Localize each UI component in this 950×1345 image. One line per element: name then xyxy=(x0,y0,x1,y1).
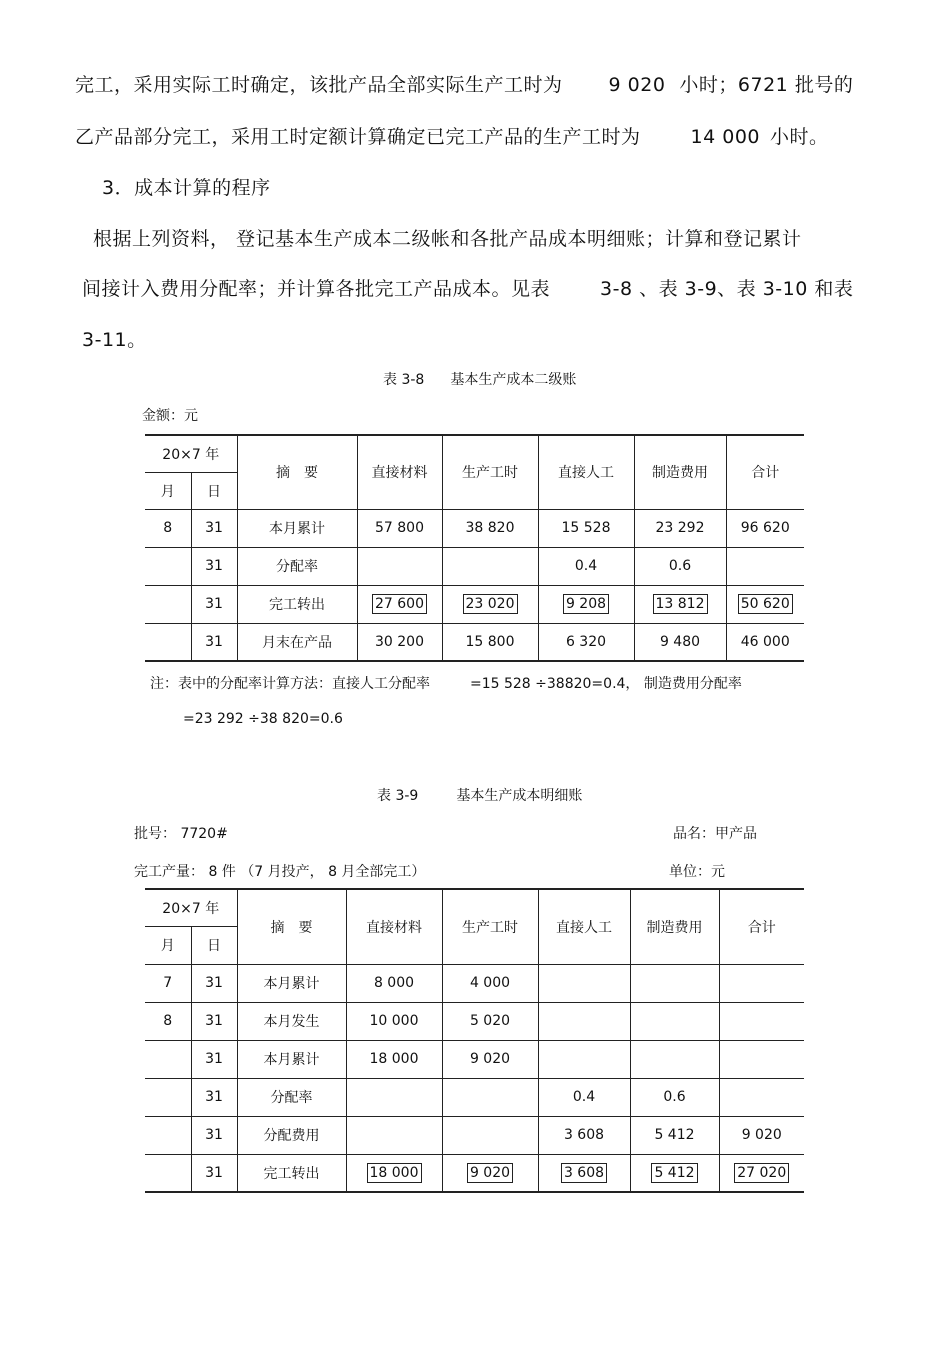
overhead-cell: 23 292 xyxy=(634,509,726,547)
total-cell xyxy=(719,1154,804,1192)
overhead-header: 制造费用 xyxy=(634,435,726,509)
table-row xyxy=(145,547,804,585)
labor-cell xyxy=(538,1154,630,1192)
month-cell xyxy=(145,1116,191,1154)
hours-cell xyxy=(442,1116,538,1154)
labor-cell: 15 528 xyxy=(538,509,634,547)
table-3-8-note-line-2: =23 292 ÷38 820=0.6 xyxy=(183,711,343,727)
boxed-value: 9 020 xyxy=(467,1163,513,1183)
table-3-9-unit-label: 单位：元 xyxy=(669,864,725,880)
table-row xyxy=(145,1002,804,1040)
month-header: 月 xyxy=(145,472,191,509)
hours-cell: 38 820 xyxy=(442,509,538,547)
table-3-8-unit-label: 金额：元 xyxy=(142,408,198,424)
total-cell xyxy=(726,547,804,585)
text-segment: 乙产品部分完工，采用工时定额计算确定已完工产品的生产工时为 xyxy=(75,126,641,148)
table-3-8 xyxy=(145,434,804,662)
summary-header: 摘 要 xyxy=(237,889,346,964)
total-cell: 46 000 xyxy=(726,623,804,661)
boxed-value: 3 608 xyxy=(561,1163,607,1183)
text-segment: 3-8 、表 3-9、表 3-10 和表 xyxy=(600,278,854,300)
month-cell xyxy=(145,623,191,661)
boxed-value: 23 020 xyxy=(463,594,518,614)
table-3-8-note-line-1 xyxy=(150,673,742,693)
material-cell xyxy=(346,1078,442,1116)
hours-cell xyxy=(442,1154,538,1192)
labor-cell: 6 320 xyxy=(538,623,634,661)
table-3-9-caption xyxy=(377,785,582,805)
boxed-value: 18 000 xyxy=(367,1163,422,1183)
year-header: 20×7 年 xyxy=(145,889,237,926)
summary-cell: 完工转出 xyxy=(237,1154,346,1192)
overhead-cell xyxy=(630,964,719,1002)
hours-cell: 15 800 xyxy=(442,623,538,661)
labor-cell xyxy=(538,1002,630,1040)
table-row xyxy=(145,1154,804,1192)
labor-header: 直接人工 xyxy=(538,435,634,509)
text-segment: 小时。 xyxy=(770,126,829,148)
note-text: 注：表中的分配率计算方法：直接人工分配率 xyxy=(150,676,430,692)
hours-cell xyxy=(442,1078,538,1116)
hours-header: 生产工时 xyxy=(442,889,538,964)
total-header: 合计 xyxy=(719,889,804,964)
day-cell: 31 xyxy=(191,1002,237,1040)
table-row xyxy=(145,1078,804,1116)
labor-header: 直接人工 xyxy=(538,889,630,964)
table-row xyxy=(145,1040,804,1078)
labor-cell: 0.4 xyxy=(538,1078,630,1116)
overhead-cell: 9 480 xyxy=(634,623,726,661)
labor-cell: 0.4 xyxy=(538,547,634,585)
material-cell: 57 800 xyxy=(357,509,442,547)
hours-cell xyxy=(442,585,538,623)
paragraph-line-2 xyxy=(75,122,829,149)
summary-cell: 分配费用 xyxy=(237,1116,346,1154)
product-name-label: 品名：甲产品 xyxy=(673,826,757,842)
overhead-header: 制造费用 xyxy=(630,889,719,964)
material-cell xyxy=(357,585,442,623)
month-cell xyxy=(145,1040,191,1078)
table-row xyxy=(145,509,804,547)
table-row xyxy=(145,623,804,661)
material-cell xyxy=(346,1154,442,1192)
hours-header: 生产工时 xyxy=(442,435,538,509)
day-cell: 31 xyxy=(191,964,237,1002)
paragraph-line-3: 根据上列资料， 登记基本生产成本二级帐和各批产品成本明细账；计算和登记累计 xyxy=(93,228,802,250)
paragraph-line-5: 3-11。 xyxy=(82,329,147,351)
table-row xyxy=(145,964,804,1002)
boxed-value: 9 208 xyxy=(563,594,609,614)
overhead-cell xyxy=(634,585,726,623)
summary-cell: 月末在产品 xyxy=(237,623,357,661)
summary-cell: 分配率 xyxy=(237,1078,346,1116)
hours-value: 14 000 xyxy=(690,126,760,148)
material-cell: 8 000 xyxy=(346,964,442,1002)
day-cell: 31 xyxy=(191,1078,237,1116)
material-cell: 18 000 xyxy=(346,1040,442,1078)
summary-cell: 完工转出 xyxy=(237,585,357,623)
caption-title: 基本生产成本明细账 xyxy=(456,788,583,804)
labor-cell xyxy=(538,1040,630,1078)
summary-cell: 本月累计 xyxy=(237,1040,346,1078)
total-cell xyxy=(726,585,804,623)
overhead-cell: 5 412 xyxy=(630,1116,719,1154)
day-cell: 31 xyxy=(191,1116,237,1154)
note-text: =15 528 ÷38820=0.4， 制造费用分配率 xyxy=(470,676,742,692)
month-cell xyxy=(145,547,191,585)
summary-header: 摘 要 xyxy=(237,435,357,509)
overhead-cell xyxy=(630,1154,719,1192)
paragraph-line-1 xyxy=(75,70,853,97)
section-heading: 3．成本计算的程序 xyxy=(102,177,271,199)
labor-cell xyxy=(538,964,630,1002)
month-cell xyxy=(145,1154,191,1192)
overhead-cell xyxy=(630,1040,719,1078)
boxed-value: 27 020 xyxy=(734,1163,789,1183)
total-cell: 9 020 xyxy=(719,1116,804,1154)
material-header: 直接材料 xyxy=(346,889,442,964)
month-cell xyxy=(145,1078,191,1116)
total-cell xyxy=(719,1002,804,1040)
material-cell: 10 000 xyxy=(346,1002,442,1040)
total-cell xyxy=(719,1040,804,1078)
table-3-9 xyxy=(145,888,804,1193)
hours-cell: 4 000 xyxy=(442,964,538,1002)
table-3-8-caption xyxy=(383,369,576,389)
day-cell: 31 xyxy=(191,547,237,585)
overhead-cell: 0.6 xyxy=(634,547,726,585)
table-row xyxy=(145,1116,804,1154)
boxed-value: 27 600 xyxy=(372,594,427,614)
table-row xyxy=(145,585,804,623)
labor-cell xyxy=(538,585,634,623)
year-header: 20×7 年 xyxy=(145,435,237,472)
header-row xyxy=(145,889,804,926)
total-cell xyxy=(719,1078,804,1116)
day-header: 日 xyxy=(191,926,237,964)
day-cell: 31 xyxy=(191,1040,237,1078)
day-cell: 31 xyxy=(191,509,237,547)
hours-cell: 5 020 xyxy=(442,1002,538,1040)
header-row xyxy=(145,435,804,472)
day-header: 日 xyxy=(191,472,237,509)
month-header: 月 xyxy=(145,926,191,964)
material-cell xyxy=(357,547,442,585)
day-cell: 31 xyxy=(191,1154,237,1192)
summary-cell: 分配率 xyxy=(237,547,357,585)
caption-number: 表 3-8 xyxy=(383,372,425,388)
hours-value: 9 020 xyxy=(608,74,666,96)
overhead-cell: 0.6 xyxy=(630,1078,719,1116)
overhead-cell xyxy=(630,1002,719,1040)
caption-number: 表 3-9 xyxy=(377,788,419,804)
total-cell xyxy=(719,964,804,1002)
hours-cell xyxy=(442,547,538,585)
summary-cell: 本月累计 xyxy=(237,509,357,547)
material-cell xyxy=(346,1116,442,1154)
boxed-value: 5 412 xyxy=(651,1163,697,1183)
hours-cell: 9 020 xyxy=(442,1040,538,1078)
month-cell: 7 xyxy=(145,964,191,1002)
text-segment: 小时；6721 批号的 xyxy=(679,74,854,96)
batch-number-label: 批号： 7720# xyxy=(134,826,228,842)
paragraph-line-4 xyxy=(82,274,853,301)
caption-title: 基本生产成本二级账 xyxy=(450,372,577,388)
text-segment: 完工，采用实际工时确定，该批产品全部实际生产工时为 xyxy=(75,74,563,96)
month-cell xyxy=(145,585,191,623)
day-cell: 31 xyxy=(191,585,237,623)
text-segment: 间接计入费用分配率；并计算各批完工产品成本。见表 xyxy=(82,278,551,300)
completed-quantity-label: 完工产量： 8 件 （7 月投产， 8 月全部完工） xyxy=(134,864,426,880)
summary-cell: 本月累计 xyxy=(237,964,346,1002)
summary-cell: 本月发生 xyxy=(237,1002,346,1040)
material-header: 直接材料 xyxy=(357,435,442,509)
boxed-value: 50 620 xyxy=(738,594,793,614)
total-header: 合计 xyxy=(726,435,804,509)
month-cell: 8 xyxy=(145,509,191,547)
day-cell: 31 xyxy=(191,623,237,661)
total-cell: 96 620 xyxy=(726,509,804,547)
material-cell: 30 200 xyxy=(357,623,442,661)
boxed-value: 13 812 xyxy=(653,594,708,614)
month-cell: 8 xyxy=(145,1002,191,1040)
labor-cell: 3 608 xyxy=(538,1116,630,1154)
